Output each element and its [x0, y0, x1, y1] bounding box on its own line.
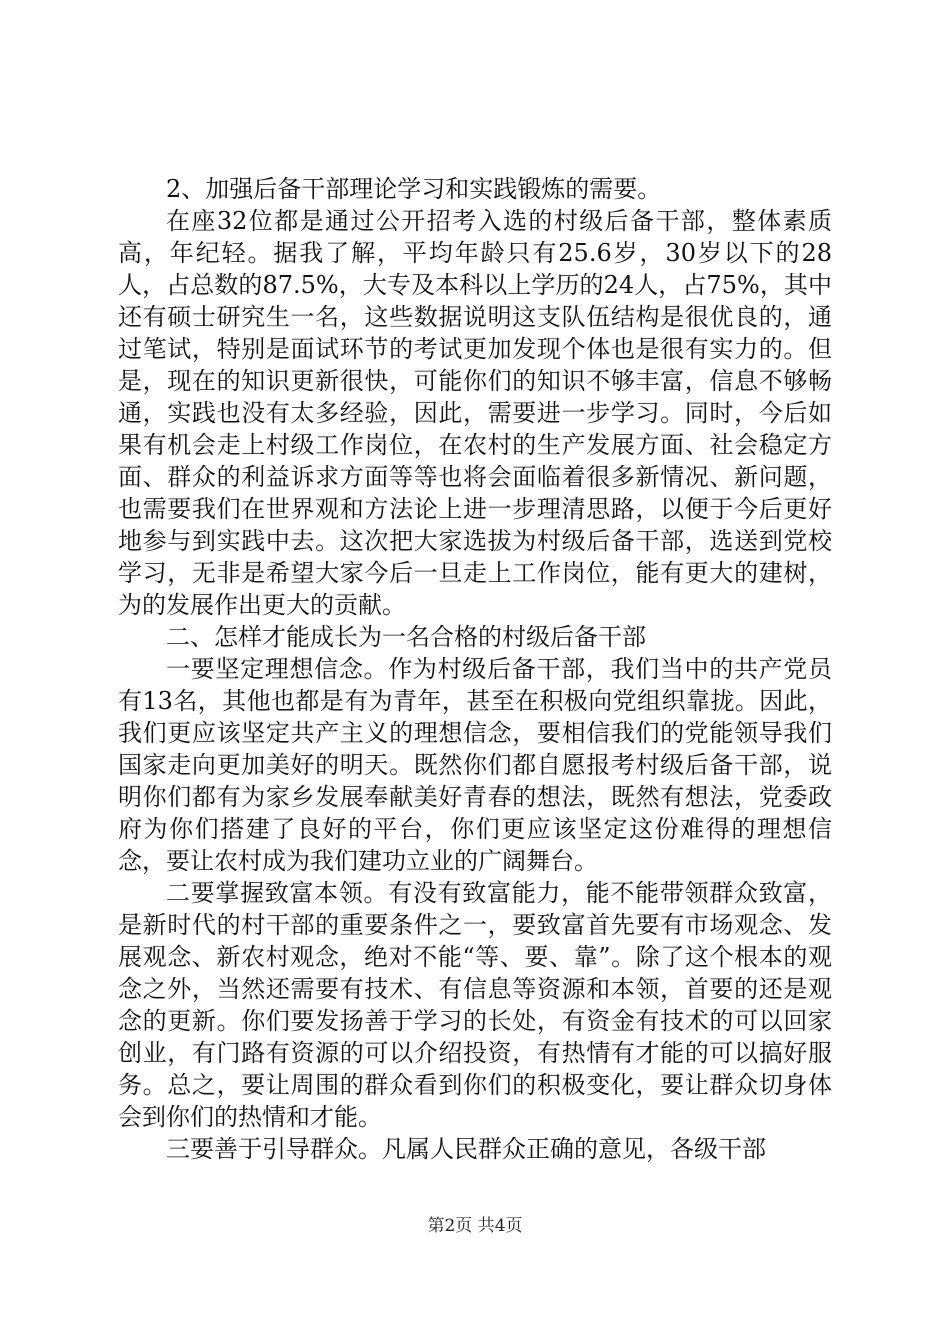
document-body — [118, 173, 832, 1165]
section-heading-2: 二、怎样才能成长为一名合格的村级后备干部 — [166, 623, 646, 651]
section-heading-1: 2、加强后备干部理论学习和实践锻炼的需要。 — [166, 175, 662, 203]
body-paragraph: 在座32位都是通过公开招考入选的村级后备干部，整体素质高，年纪轻。据我了解，平均年龄只有25.6岁，30岁以下的28人，占总数的87.5%，大专及本科以上学历的24人，占75%，其中还有硕士研究生一名，这些数据说明这支队伍结构是很优良的，通过笔试，特别是面试环节的考试更加发现个体也是很有实力的。但是，现在的知识更新很快，可能你们的知识不够丰富，信息不够畅通，实践也没有太多经验，因此，需要进一步学习。同时，今后如果有机会走上村级工作岗位，在农村的生产发展方面、社会稳定方面、群众的利益诉求方面等等也将会面临着很多新情况、新问题，也需要我们在世界观和方法论上进一步理清思路，以便于今后更好地参与到实践中去。这次把大家选拔为村级后备干部，选送到党校学习，无非是希望大家今后一旦走上工作岗位，能有更大的建树，为的发展作出更大的贡献。 — [118, 207, 832, 619]
body-paragraph: 三要善于引导群众。凡属人民群众正确的意见，各级干部 — [166, 1135, 766, 1163]
body-paragraph: 一要坚定理想信念。作为村级后备干部，我们当中的共产党员有13名，其他也都是有为青年，甚至在积极向党组织靠拢。因此，我们更应该坚定共产主义的理想信念，要相信我们的党能领导我们国家走向更加美好的明天。既然你们都自愿报考村级后备干部，说明你们都有为家乡发展奉献美好青春的想法，既然有想法，党委政府为你们搭建了良好的平台，你们更应该坚定这份难得的理想信念，要让农村成为我们建功立业的广阔舞台。 — [118, 655, 832, 875]
body-paragraph: 二要掌握致富本领。有没有致富能力，能不能带领群众致富，是新时代的村干部的重要条件之一，要致富首先要有市场观念、发展观念、新农村观念，绝对不能“等、要、靠”。除了这个根本的观念之外，当然还需要有技术、有信息等资源和本领，首要的还是观念的更新。你们要发扬善于学习的长处，有资金有技术的可以回家创业，有门路有资源的可以介绍投资，有热情有才能的可以搞好服务。总之，要让周围的群众看到你们的积极变化，要让群众切身体会到你们的热情和才能。 — [118, 879, 832, 1131]
page-number-footer: 第2页 共4页 — [427, 1216, 523, 1236]
